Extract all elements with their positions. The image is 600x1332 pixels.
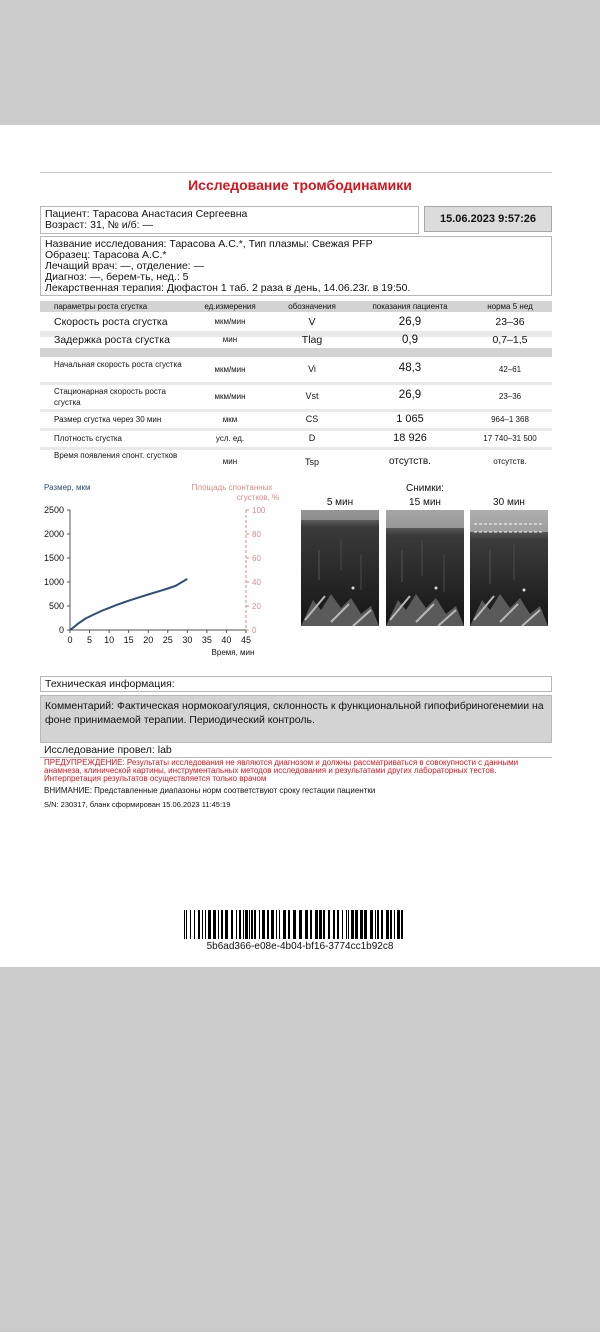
param-unit: мин	[222, 457, 238, 466]
barcode-bar	[323, 910, 325, 939]
y2-axis-label-line2: сгустков, %	[236, 493, 280, 502]
barcode-bar	[262, 910, 265, 939]
barcode-bar	[375, 910, 376, 939]
barcode-bar	[283, 910, 286, 939]
snapshot-time: 15 мин	[409, 497, 441, 508]
conducted-by: Исследование провел: lab	[44, 744, 172, 756]
y2-axis-label-line1: Площадь спонтанных	[191, 483, 273, 492]
x-tick-label: 40	[221, 635, 232, 645]
barcode-bar	[190, 910, 191, 939]
param-unit: мкм	[222, 415, 238, 424]
barcode-bar	[315, 910, 318, 939]
report-sheet	[0, 125, 600, 967]
barcode-bar	[386, 910, 389, 939]
param-norm: 23–36	[495, 316, 525, 328]
barcode-bar	[249, 910, 250, 939]
barcode-bar	[390, 910, 392, 939]
table-row	[40, 385, 552, 409]
param-symbol: D	[308, 433, 316, 443]
barcode-bar	[225, 910, 228, 939]
x-tick-label: 10	[104, 635, 115, 645]
barcode-bar	[259, 910, 260, 939]
y-tick-label: 0	[58, 625, 64, 635]
patient-box	[40, 206, 419, 234]
study-name: Название исследования: Тарасова А.С.*, Тип плазмы: Свежая PFP	[45, 238, 373, 250]
barcode-bar	[293, 910, 296, 939]
y2-tick-label: 40	[252, 578, 261, 587]
barcode-bar	[243, 910, 244, 939]
barcode-bar	[208, 910, 211, 939]
barcode-bar	[310, 910, 312, 939]
barcode-bar	[370, 910, 373, 939]
barcode-bar	[245, 910, 248, 939]
barcode-bar	[267, 910, 269, 939]
param-value: 48,3	[398, 362, 422, 374]
barcode-bar	[205, 910, 206, 939]
barcode-bar	[394, 910, 395, 939]
x-tick-label: 35	[201, 635, 212, 645]
x-tick-label: 30	[182, 635, 193, 645]
snapshots-label: Снимки:	[406, 483, 444, 494]
barcode-bar	[355, 910, 358, 939]
param-name: Размер сгустка через 30 мин	[54, 415, 162, 424]
barcode-bar	[231, 910, 233, 939]
barcode-bar	[184, 910, 185, 939]
param-symbol: Vi	[308, 364, 316, 374]
barcode-bar	[254, 910, 256, 939]
header-unit: ед.измерения	[204, 302, 256, 311]
barcode-bar	[202, 910, 203, 939]
y-tick-label: 500	[48, 601, 64, 611]
param-unit: мин	[222, 335, 238, 344]
x-tick-label: 15	[123, 635, 134, 645]
param-unit: усл. ед.	[215, 434, 245, 443]
notice-text: ВНИМАНИЕ: Представленные диапазоны норм соответствуют сроку гестации пациентки	[44, 786, 376, 795]
header-value: показания пациента	[372, 302, 448, 311]
comment-box: Комментарий: Фактическая нормокоагуляция, склонность к функциональной гипофибриногенемии на фоне принимаемой терапии. Периодический контроль.	[40, 695, 552, 743]
barcode-bar	[194, 910, 195, 939]
top-divider	[40, 172, 552, 173]
table-row	[40, 332, 552, 348]
param-norm: 964–1 368	[491, 415, 529, 424]
snapshot-time: 5 мин	[326, 497, 354, 508]
series-line	[70, 579, 187, 630]
x-tick-label: 20	[143, 635, 154, 645]
barcode-bar	[342, 910, 343, 939]
barcode-bar	[397, 910, 400, 939]
param-symbol: CS	[305, 414, 319, 424]
patient-age: Возраст: 31, № и/б: —	[45, 219, 153, 231]
x-tick-label: 25	[162, 635, 173, 645]
section-divider	[40, 348, 552, 357]
param-norm: 17 740–31 500	[483, 434, 537, 443]
therapy: Лекарственная терапия: Дюфастон 1 таб. 2 раза в день, 14.06.23г. в 19:50.	[45, 282, 411, 294]
barcode-bar	[198, 910, 200, 939]
param-name: Стационарная скорость роста сгустка	[54, 387, 166, 407]
barcode-bar	[346, 910, 347, 939]
param-value: 26,9	[398, 316, 422, 328]
y2-tick-label: 100	[252, 506, 266, 515]
barcode-bar	[328, 910, 330, 939]
barcode-bar	[348, 910, 349, 939]
barcode-bar	[218, 910, 219, 939]
x-tick-label: 45	[240, 635, 252, 645]
barcode-bar	[360, 910, 363, 939]
barcode-bar	[213, 910, 216, 939]
param-value: 26,9	[398, 389, 422, 401]
barcode-bar	[319, 910, 322, 939]
barcode-bar	[337, 910, 339, 939]
param-name: Скорость роста сгустка	[54, 316, 168, 328]
barcode-text: 5b6ad366-e08e-4b04-bf16-3774cc1b92c8	[206, 941, 394, 952]
param-name: Плотность сгустка	[54, 434, 122, 443]
param-value: 18 926	[393, 432, 427, 444]
barcode-bar	[288, 910, 290, 939]
study-info-box	[40, 236, 552, 296]
serial-number: S/N: 230317, бланк сформирован 15.06.2023 11:45:19	[44, 800, 231, 809]
param-symbol: Tsp	[304, 457, 319, 467]
param-unit: мкм/мин	[214, 392, 246, 401]
barcode-bar	[299, 910, 302, 939]
y-tick-label: 2000	[43, 529, 64, 539]
table-row	[40, 412, 552, 427]
barcode-bar	[276, 910, 277, 939]
barcode-bar	[279, 910, 280, 939]
x-tick-label: 5	[87, 635, 93, 645]
barcode-bar	[239, 910, 241, 939]
table-row	[40, 314, 552, 330]
header-param: параметры роста сгустка	[54, 302, 148, 311]
clot-growth-chart	[40, 480, 280, 665]
param-symbol: Tlag	[301, 334, 323, 346]
param-name: Начальная скорость роста сгустка	[54, 360, 182, 369]
x-axis-label: Время, мин	[211, 648, 255, 657]
table-row	[40, 358, 552, 382]
report-date: 15.06.2023 9:57:26	[424, 206, 552, 232]
barcode-bar	[381, 910, 383, 939]
report-title: Исследование тромбодинамики	[188, 177, 412, 193]
table-row	[40, 431, 552, 446]
patient-name: Пациент: Тарасова Анастасия Сергеевна	[45, 208, 248, 220]
technical-info: Техническая информация:	[40, 676, 552, 692]
y-tick-label: 2500	[43, 505, 64, 515]
header-norm: норма 5 нед	[487, 302, 533, 311]
barcode-bar	[236, 910, 237, 939]
y2-tick-label: 60	[252, 554, 261, 563]
param-value: 1 065	[396, 413, 424, 425]
barcode-bar	[221, 910, 223, 939]
param-norm: 23–36	[498, 392, 522, 401]
param-unit: мкм/мин	[214, 317, 246, 326]
y2-tick-label: 80	[252, 530, 261, 539]
barcode-bar	[364, 910, 367, 939]
snapshot-image-5min	[301, 510, 379, 626]
barcode-bar	[271, 910, 274, 939]
param-value: 0,9	[402, 334, 418, 346]
snapshot-image-30min	[470, 510, 548, 626]
barcode-bar	[333, 910, 335, 939]
barcode-bar	[377, 910, 379, 939]
barcode-bar	[351, 910, 354, 939]
y-axis-label: Размер, мкм	[44, 483, 91, 492]
header-symbol: обозначения	[288, 302, 336, 311]
y-tick-label: 1000	[43, 577, 64, 587]
sample: Образец: Тарасова А.С.*	[45, 249, 167, 261]
table-row	[40, 450, 552, 474]
param-norm: 42–61	[498, 365, 522, 374]
param-norm: 0,7–1,5	[492, 334, 528, 346]
table-header	[40, 301, 552, 312]
barcode-bar	[401, 910, 403, 939]
param-name: Время появления спонт. сгустков	[54, 451, 178, 460]
snapshot-time: 30 мин	[493, 497, 525, 508]
y-tick-label: 1500	[43, 553, 64, 563]
diagnosis: Диагноз: —, берем-ть, нед.: 5	[45, 271, 189, 283]
param-symbol: V	[308, 316, 316, 328]
doctor: Лечащий врач: —, отделение: —	[45, 260, 205, 272]
param-symbol: Vst	[305, 391, 319, 401]
barcode-bar	[305, 910, 308, 939]
barcode	[184, 910, 410, 939]
y2-tick-label: 20	[252, 602, 261, 611]
param-name: Задержка роста сгустка	[54, 334, 170, 346]
y2-tick-label: 0	[252, 626, 257, 635]
barcode-bar	[251, 910, 253, 939]
param-value: отсутств.	[389, 456, 431, 467]
barcode-bar	[186, 910, 187, 939]
param-unit: мкм/мин	[214, 365, 246, 374]
x-tick-label: 0	[67, 635, 73, 645]
param-norm: отсутств.	[493, 457, 527, 466]
warning-text: ПРЕДУПРЕЖДЕНИЕ: Результаты исследования не являются диагнозом и должны рассматриваться в совокупности с данными анамнеза, клинической картины, инструментальных методов исследования и результатами других лабораторных тестов. Интерпретация результатов осуществляется только врачом	[44, 758, 519, 783]
snapshot-image-15min	[386, 510, 464, 626]
